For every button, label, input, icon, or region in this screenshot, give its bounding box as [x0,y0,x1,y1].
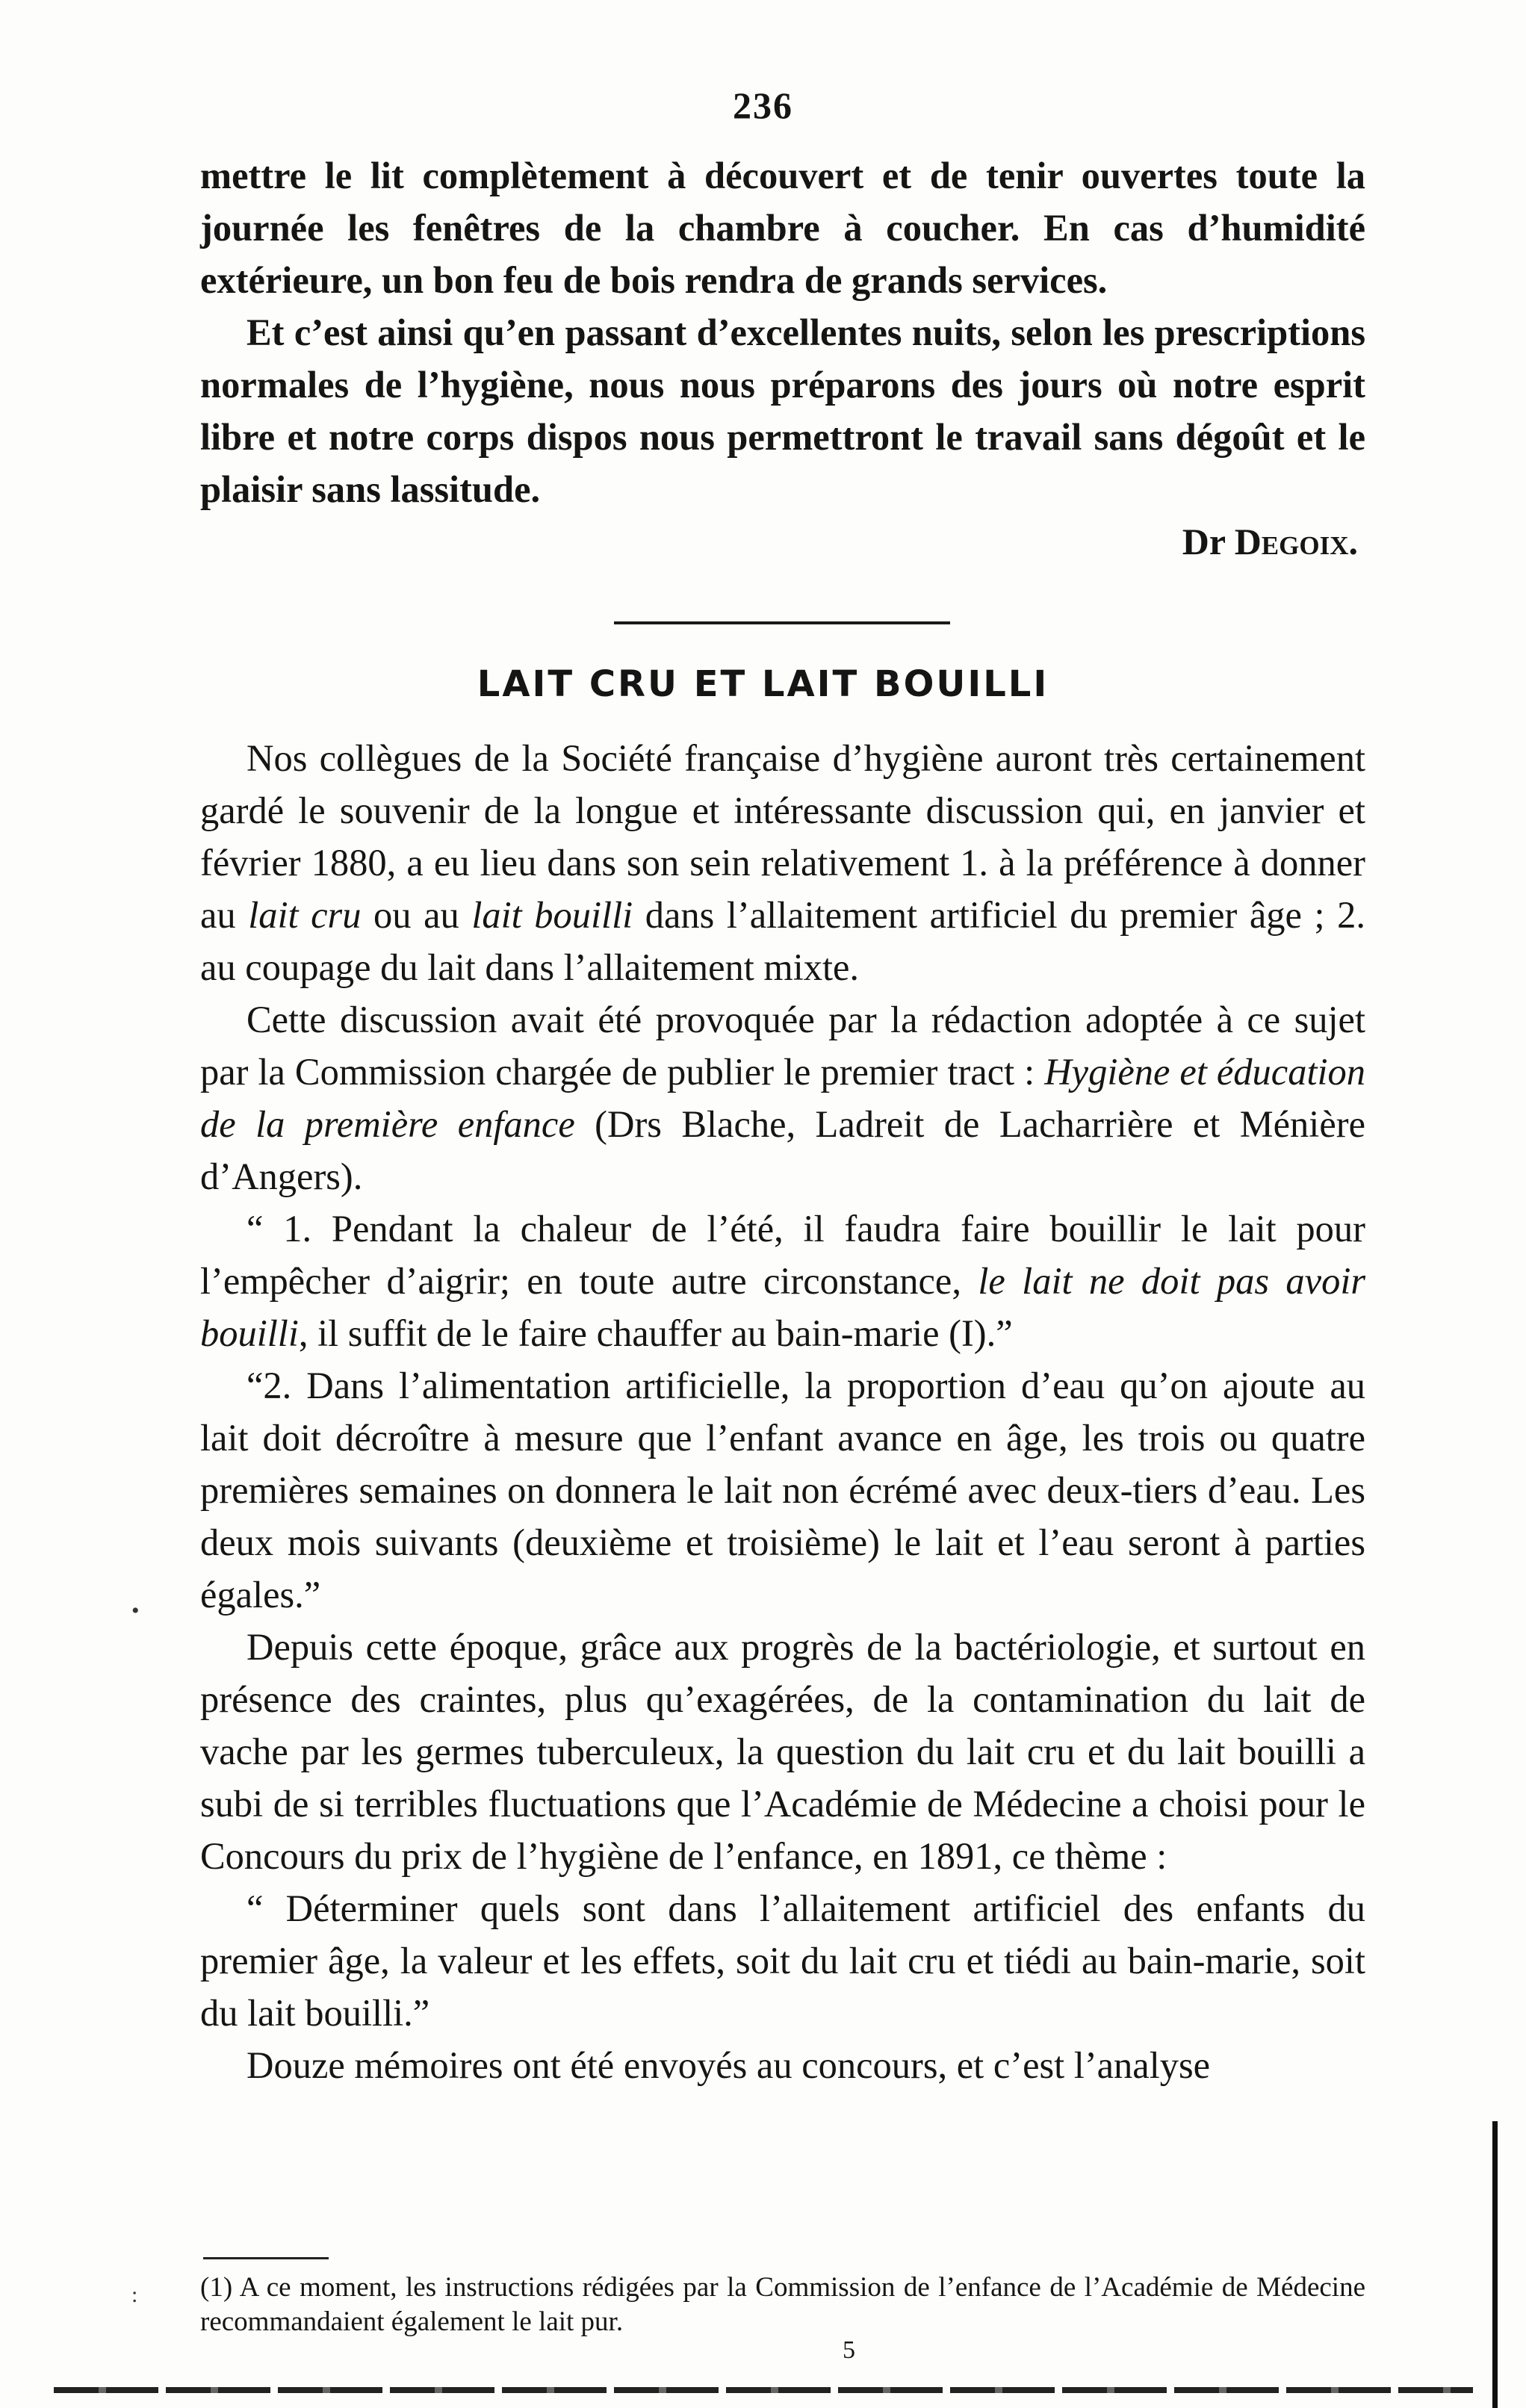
quoted-paragraph: “ Déterminer quels sont dans l’allaitement artificiel des enfants du premier âge, la valeur et les effets, soit du lait cru et tiédi au bain-marie, soit du lait bouilli.” [200,1887,1365,2034]
quoted-paragraph: “2. Dans l’alimentation artificielle, la proportion d’eau qu’on ajoute au lait doit décroître à mesure que l’enfant avance en âge, les trois ou quatre premières semaines on donnera le lait non écrémé avec deux-tiers d’eau. Les deux mois suivants (deuxième et troisième) le lait et l’eau seront à parties égales.” [200,1365,1365,1616]
footnote-divider [203,2257,329,2259]
author-signature [200,515,1365,568]
scan-bottom-edge [54,2387,1473,2393]
margin-dot: : [131,2283,138,2307]
footnote: (1) A ce moment, les instructions rédigées par la Commission de l’enfance de l’Académie de Médecine recommandaient également le lait pur. [200,2272,1365,2337]
margin-dot: • [131,1598,140,1623]
paragraph: Nos collègues de la Société française d’hygiène auront très certainement gardé le souvenir de la longue et intéressante discussion qui, en janvier et février 1880, a eu lieu dans son sein relativement 1. à la préférence à donner au lait cru ou au lait bouilli dans l’allaitement artificiel du premier âge ; 2. au coupage du lait dans l’allaitement mixte. [200,737,1365,988]
signature-prefix: Dr [1182,521,1235,562]
scan-edge [1492,2121,1498,2408]
italic-title: Hygiène et éducation de la première enfance [200,1051,1365,1145]
page-number: 236 [733,84,793,126]
previous-article-ending [200,149,1365,568]
quoted-paragraph: “ 1. Pendant la chaleur de l’été, il faudra faire bouillir le lait pour l’empêcher d’aigrir; en toute autre circonstance, le lait ne doit pas avoir bouilli, il suffit de le faire chauffer au bain-marie (I).” [200,1208,1365,1354]
signature-mark: 5 [843,2336,855,2364]
article-body [200,732,1365,2091]
paragraph: mettre le lit complètement à découvert et de tenir ouvertes toute la journée les fenêtres de la chambre à coucher. En cas d’humidité extérieure, un bon feu de bois rendra de grands services. [200,155,1365,301]
italic-term: lait cru [248,894,362,936]
section-divider [614,621,950,624]
paragraph: Et c’est ainsi qu’en passant d’excellentes nuits, selon les prescriptions normales de l’hygiène, nous nous préparons des jours où notre esprit libre et notre corps dispos nous permettront le travail sans dégoût et le plaisir sans lassitude. [200,311,1365,510]
paragraph: Cette discussion avait été provoquée par la rédaction adoptée à ce sujet par la Commission chargée de publier le premier tract : Hygiène et éducation de la première enfance (Drs Blache, Ladreit de Lacharrière et Ménière d’Angers). [200,999,1365,1197]
italic-term: lait bouilli [471,894,633,936]
article-heading: LAIT CRU ET LAIT BOUILLI [477,663,1049,705]
paragraph: Douze mémoires ont été envoyés au concours, et c’est l’analyse [246,2044,1211,2086]
paragraph: Depuis cette époque, grâce aux progrès de la bactériologie, et surtout en présence des craintes, plus qu’exagérées, de la contamination du lait de vache par les germes tuberculeux, la question du lait cru et du lait bouilli a subi de si terribles fluctuations que l’Académie de Médecine a choisi pour le Concours du prix de l’hygiène de l’enfance, en 1891, ce thème : [200,1626,1365,1877]
signature-name: Degoix. [1234,521,1358,562]
italic-phrase: le lait ne doit pas avoir bouilli [200,1260,1365,1354]
